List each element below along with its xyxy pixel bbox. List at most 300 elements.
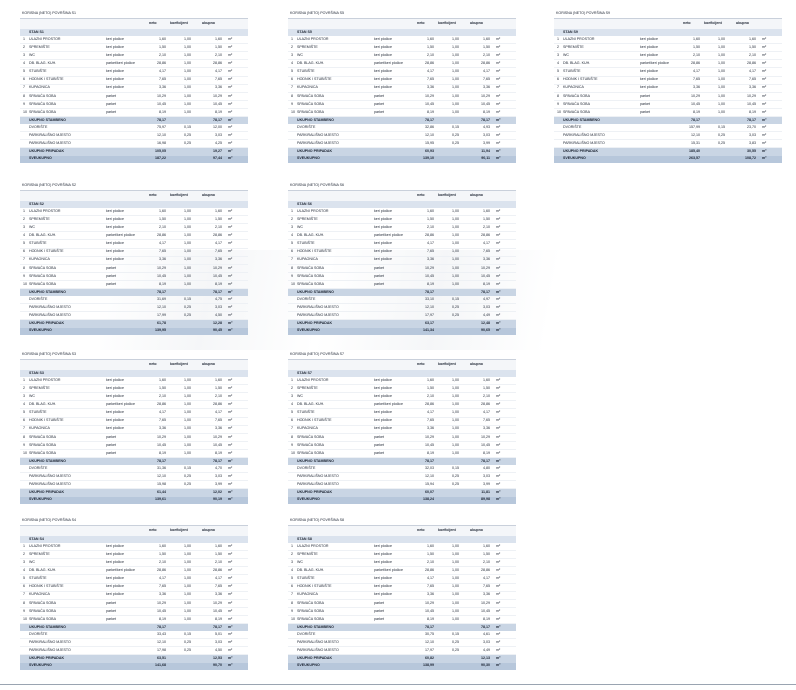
header-ukupno: ukupno [202,528,215,532]
room-material: keri pločice [640,36,658,41]
room-material: keri pločice [374,216,392,221]
park1-row [20,304,248,312]
room-name: SPAVAĆA SOBA [29,109,56,114]
unit-label: m² [228,53,233,58]
room-material: keri pločice [106,418,124,423]
room-koef: 1,00 [184,543,191,548]
room-ukupno: 1,50 [215,216,222,221]
header-koef: koeficijent [704,21,722,25]
pripadak-label: UKUPNO PRIPADAK [29,149,65,154]
room-ukupno: 1,60 [215,208,222,213]
park1-koef: 0,25 [452,133,459,138]
room-neto: 8,19 [159,281,166,286]
park2-label: PARKIRALIŠNO MJESTO [29,648,71,653]
dvoriste-koef: 0,15 [184,296,191,301]
room-material: keri pločice [374,592,392,597]
dvoriste-label: DVORIŠTE [29,296,48,301]
header-koef: koeficijent [438,193,456,197]
room-number: 9 [23,442,25,447]
room-name: SPAVAĆA SOBA [297,616,324,621]
room-number: 3 [23,560,25,565]
dvoriste-row [288,296,516,304]
room-number: 4 [23,61,25,66]
header-ukupno: ukupno [202,21,215,25]
room-ukupno: 10,45 [747,101,756,106]
room-material: keri pločice [374,418,392,423]
table-title [288,181,516,191]
table-title-text: KORISNA (NETO) POVRŠINA S5 [290,10,345,15]
room-material: keri pločice [106,44,124,49]
room-neto: 8,19 [159,616,166,621]
page-divider [0,684,796,685]
room-number: 1 [23,208,25,213]
room-number: 1 [23,36,25,41]
room-number: 1 [23,377,25,382]
park1-neto: 12,10 [157,640,166,645]
park2-koef: 0,25 [718,141,725,146]
area-table [20,181,248,335]
room-koef: 1,00 [452,576,459,581]
room-koef: 1,00 [184,402,191,407]
room-koef: 1,00 [184,551,191,556]
park2-koef: 0,25 [452,313,459,318]
room-material: keri pločice [106,426,124,431]
header-neto: neto [417,362,425,366]
room-koef: 1,00 [452,418,459,423]
stambeno-ukupno: 78,17 [747,117,756,122]
room-koef: 1,00 [452,265,459,270]
unit-label: m² [496,434,501,439]
room-row [20,60,248,68]
unit-label: m² [228,616,233,621]
room-number: 3 [23,53,25,58]
room-number: 9 [23,608,25,613]
room-material: parket [106,281,116,286]
room-row [554,77,782,85]
stambeno-ukupno: 78,17 [481,458,490,463]
room-koef: 1,00 [718,77,725,82]
room-name: HODNIK I STUBIŠTE [297,418,332,423]
pripadak-neto: 60,07 [425,490,434,495]
room-row [288,442,516,450]
room-material: parket [374,442,384,447]
header-ukupno: ukupno [470,21,483,25]
unit-label: m² [762,109,767,114]
room-name: SPAVAĆA SOBA [29,93,56,98]
park1-ukupno: 3,03 [215,305,222,310]
room-name: HODNIK I STUBIŠTE [563,77,598,82]
room-ukupno: 1,50 [483,385,490,390]
room-material: parket [374,434,384,439]
room-material: parket [106,600,116,605]
room-neto: 8,19 [159,450,166,455]
room-name: SPAVAĆA SOBA [297,101,324,106]
unit-label: m² [228,117,233,122]
unit-label: m² [496,85,501,90]
room-row [288,44,516,52]
unit-label: m² [496,109,501,114]
dvoriste-koef: 0,15 [718,124,725,129]
room-number: 3 [23,394,25,399]
room-ukupno: 10,45 [213,608,222,613]
room-koef: 1,00 [184,216,191,221]
dvoriste-label: DVORIŠTE [297,465,316,470]
dvoriste-row [288,465,516,473]
dvoriste-koef: 0,15 [184,631,191,636]
unit-label: m² [496,640,501,645]
room-material: parket/keri pločice [106,402,135,407]
park1-ukupno: 3,03 [749,133,756,138]
pripadak-label: UKUPNO PRIPADAK [29,321,65,326]
park2-neto: 17,98 [157,648,166,653]
stambeno-ukupno: 78,17 [481,624,490,629]
unit-label: m² [496,93,501,98]
room-number: 3 [291,53,293,58]
room-number: 9 [291,442,293,447]
unit-label: m² [228,434,233,439]
room-number: 6 [291,249,293,254]
unit-label: m² [762,156,767,161]
room-name: STUBIŠTE [29,241,47,246]
room-neto: 1,50 [159,216,166,221]
room-koef: 1,00 [452,568,459,573]
room-ukupno: 8,19 [215,450,222,455]
park1-label: PARKIRALIŠNO MJESTO [297,640,339,645]
room-row [20,249,248,257]
room-koef: 1,00 [452,442,459,447]
room-material: keri pločice [106,216,124,221]
room-koef: 1,00 [184,410,191,415]
room-material: parket/keri pločice [640,61,669,66]
area-table [288,181,516,335]
unit-label: m² [228,394,233,399]
table-header [288,526,516,536]
room-neto: 10,29 [157,93,166,98]
unit-label: m² [496,410,501,415]
unit-label: m² [762,117,767,122]
room-neto: 2,10 [427,225,434,230]
unit-label: m² [228,663,233,668]
sveukupno-row [288,328,516,335]
room-ukupno: 3,36 [483,257,490,262]
park2-neto: 15,98 [157,482,166,487]
pripadak-neto: 61,44 [157,490,166,495]
room-neto: 10,29 [425,600,434,605]
unit-label: m² [496,402,501,407]
room-number: 5 [557,69,559,74]
unit-name: STAN S8 [297,536,312,541]
room-material: keri pločice [106,592,124,597]
room-name: ULAZNI PROSTOR [297,208,329,213]
room-koef: 1,00 [184,257,191,262]
room-row [288,608,516,616]
pripadak-ukupno: 30,55 [747,149,756,154]
room-row [20,68,248,76]
room-name: WC [29,560,35,565]
room-neto: 3,36 [159,592,166,597]
dvoriste-ukupno: 5,01 [215,631,222,636]
room-koef: 1,00 [184,208,191,213]
room-koef: 1,00 [184,426,191,431]
unit-label: m² [762,85,767,90]
park2-neto: 17,97 [425,648,434,653]
room-ukupno: 1,50 [483,551,490,556]
room-koef: 1,00 [452,216,459,221]
room-row [288,109,516,117]
room-material: keri pločice [374,249,392,254]
room-neto: 10,29 [157,265,166,270]
stambeno-label: UKUPNO STAMBENO [297,458,334,463]
room-material: keri pločice [374,560,392,565]
pripadak-label: UKUPNO PRIPADAK [297,490,333,495]
unit-name: STAN S1 [29,29,44,34]
room-koef: 1,00 [184,77,191,82]
unit-label: m² [496,149,501,154]
unit-label: m² [496,490,501,495]
park1-neto: 12,10 [425,305,434,310]
park1-label: PARKIRALIŠNO MJESTO [29,474,71,479]
unit-label: m² [762,44,767,49]
room-koef: 1,00 [184,576,191,581]
room-ukupno: 1,50 [483,216,490,221]
sveukupno-neto: 138,24 [423,497,434,502]
room-ukupno: 7,65 [215,418,222,423]
room-ukupno: 8,19 [215,616,222,621]
dvoriste-neto: 32,86 [425,124,434,129]
dvoriste-koef: 0,15 [452,465,459,470]
room-neto: 1,50 [427,551,434,556]
pripadak-neto: 185,40 [689,149,700,154]
room-neto: 1,60 [427,36,434,41]
pripadak-row [288,489,516,496]
pripadak-row [554,148,782,155]
room-ukupno: 28,86 [213,233,222,238]
room-koef: 1,00 [452,44,459,49]
room-row [288,257,516,265]
room-row [20,401,248,409]
room-ukupno: 8,19 [483,616,490,621]
room-number: 4 [23,568,25,573]
header-koef: koeficijent [438,21,456,25]
room-material: keri pločice [640,53,658,58]
room-koef: 1,00 [184,568,191,573]
room-number: 10 [291,109,295,114]
sveukupno-row [554,156,782,163]
room-row [288,377,516,385]
room-material: parket [374,93,384,98]
room-number: 6 [23,584,25,589]
unit-label: m² [228,592,233,597]
unit-label: m² [228,313,233,318]
unit-label: m² [228,265,233,270]
pripadak-ukupno: 12,02 [213,490,222,495]
room-ukupno: 8,19 [483,450,490,455]
room-neto: 1,60 [693,36,700,41]
room-row [554,36,782,44]
park2-label: PARKIRALIŠNO MJESTO [297,141,339,146]
room-ukupno: 8,19 [215,109,222,114]
table-title [288,516,516,526]
room-ukupno: 1,60 [215,36,222,41]
room-neto: 8,19 [693,109,700,114]
room-number: 2 [23,551,25,556]
room-row [20,85,248,93]
pripadak-neto: 60,93 [425,149,434,154]
room-neto: 3,36 [427,257,434,262]
room-ukupno: 28,86 [213,402,222,407]
room-neto: 8,19 [427,450,434,455]
sveukupno-row [288,497,516,504]
room-neto: 4,17 [159,576,166,581]
room-ukupno: 1,50 [215,44,222,49]
sveukupno-ukupno: 90,30 [481,663,490,668]
room-material: keri pločice [374,225,392,230]
unit-label: m² [496,592,501,597]
unit-label: m² [496,257,501,262]
room-number: 2 [23,385,25,390]
unit-label: m² [228,385,233,390]
park2-koef: 0,25 [184,482,191,487]
room-name: SPAVAĆA SOBA [29,265,56,270]
room-material: keri pločice [374,44,392,49]
dvoriste-row [554,124,782,132]
room-name: SPAVAĆA SOBA [29,616,56,621]
room-ukupno: 3,36 [215,85,222,90]
room-material: parket [106,273,116,278]
room-name: HODNIK I STUBIŠTE [29,249,64,254]
room-neto: 7,65 [427,77,434,82]
pripadak-row [288,655,516,662]
room-row [20,616,248,624]
room-number: 9 [23,273,25,278]
room-ukupno: 1,60 [215,543,222,548]
room-neto: 7,65 [427,249,434,254]
dvoriste-koef: 0,15 [184,124,191,129]
dvoriste-koef: 0,15 [452,631,459,636]
room-ukupno: 7,65 [215,249,222,254]
room-row [288,208,516,216]
room-koef: 1,00 [452,101,459,106]
room-neto: 3,36 [159,426,166,431]
room-material: keri pločice [106,69,124,74]
room-koef: 1,00 [452,281,459,286]
room-name: DB. BLAG. KUH. [297,61,325,66]
room-ukupno: 28,86 [481,233,490,238]
room-number: 7 [291,257,293,262]
park1-row [20,132,248,140]
room-row [288,616,516,624]
unit-name: STAN S3 [29,370,44,375]
unit-label: m² [496,482,501,487]
room-neto: 7,65 [693,77,700,82]
dvoriste-row [288,631,516,639]
unit-label: m² [228,656,233,661]
room-number: 8 [291,600,293,605]
stambeno-label: UKUPNO STAMBENO [29,117,66,122]
park1-ukupno: 3,03 [215,640,222,645]
stambeno-label: UKUPNO STAMBENO [297,117,334,122]
room-row [20,592,248,600]
park1-neto: 12,10 [425,640,434,645]
room-name: KUPAONICA [297,257,318,262]
header-neto: neto [149,528,157,532]
room-material: parket [640,93,650,98]
room-row [288,434,516,442]
room-neto: 7,65 [159,77,166,82]
dvoriste-label: DVORIŠTE [297,124,316,129]
room-material: keri pločice [106,36,124,41]
room-koef: 1,00 [184,36,191,41]
unit-name-row [288,536,516,543]
room-row [20,44,248,52]
room-number: 1 [291,543,293,548]
room-koef: 1,00 [184,273,191,278]
room-number: 8 [23,600,25,605]
table-title [288,9,516,19]
room-neto: 4,17 [427,69,434,74]
stambeno-row [20,117,248,124]
sveukupno-ukupno: 90,70 [213,663,222,668]
stambeno-ukupno: 78,17 [213,458,222,463]
sveukupno-neto: 187,22 [155,156,166,161]
room-ukupno: 10,45 [481,442,490,447]
room-row [20,240,248,248]
unit-label: m² [228,216,233,221]
room-koef: 1,00 [452,225,459,230]
unit-label: m² [228,465,233,470]
room-ukupno: 1,50 [749,44,756,49]
room-ukupno: 2,10 [215,560,222,565]
room-number: 1 [291,36,293,41]
room-koef: 1,00 [184,241,191,246]
room-koef: 1,00 [452,61,459,66]
room-neto: 28,86 [425,568,434,573]
room-neto: 1,60 [159,36,166,41]
sveukupno-ukupno: 90,45 [213,328,222,333]
unit-label: m² [228,576,233,581]
unit-label: m² [228,257,233,262]
park2-koef: 0,25 [184,141,191,146]
room-ukupno: 3,36 [483,426,490,431]
park2-label: PARKIRALIŠNO MJESTO [29,313,71,318]
room-koef: 1,00 [184,560,191,565]
dvoriste-label: DVORIŠTE [297,631,316,636]
room-ukupno: 3,36 [215,426,222,431]
unit-name: STAN S4 [29,536,44,541]
room-row [288,281,516,289]
room-row [20,393,248,401]
table-title [20,350,248,360]
room-ukupno: 7,65 [749,77,756,82]
room-neto: 10,45 [425,608,434,613]
room-neto: 10,45 [425,273,434,278]
room-name: STUBIŠTE [297,576,315,581]
park2-ukupno: 3,99 [483,482,490,487]
dvoriste-koef: 0,15 [452,124,459,129]
unit-label: m² [496,616,501,621]
room-neto: 28,86 [425,61,434,66]
room-ukupno: 10,29 [481,434,490,439]
park1-row [20,473,248,481]
unit-label: m² [228,543,233,548]
park2-neto: 15,31 [691,141,700,146]
room-number: 6 [291,77,293,82]
room-neto: 10,45 [157,608,166,613]
stambeno-neto: 78,17 [157,289,166,294]
room-row [288,401,516,409]
room-material: keri pločice [374,385,392,390]
dvoriste-label: DVORIŠTE [297,296,316,301]
